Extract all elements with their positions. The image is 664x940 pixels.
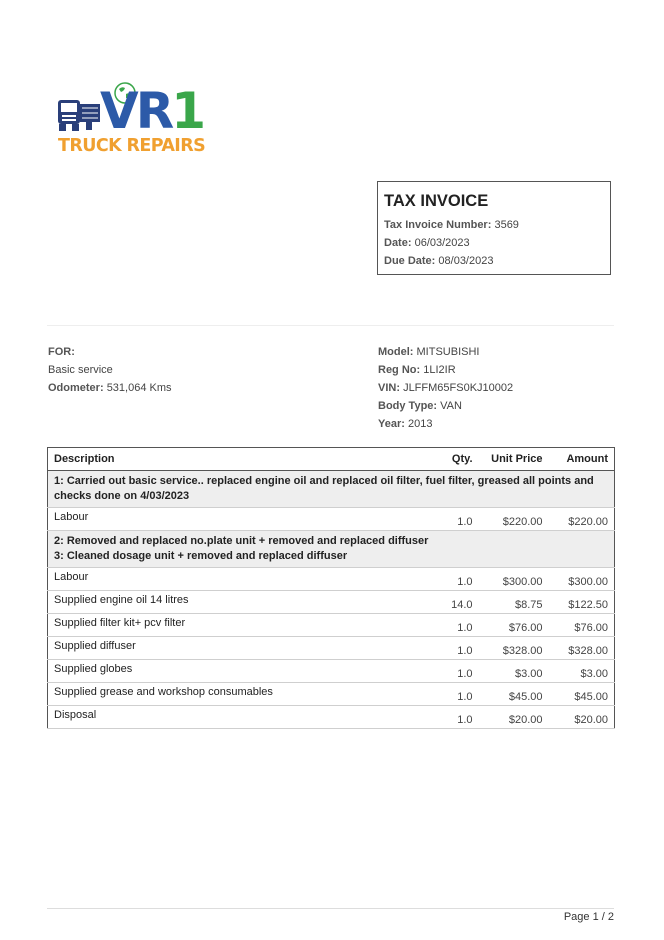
row-unit-price: $8.75 xyxy=(479,591,549,614)
vin-value: JLFFM65FS0KJ10002 xyxy=(403,382,514,394)
row-description: Supplied globes xyxy=(48,660,419,683)
invoice-date-row xyxy=(384,237,610,249)
row-qty: 1.0 xyxy=(419,614,479,637)
row-qty: 14.0 xyxy=(419,591,479,614)
model-label: Model: xyxy=(378,346,414,358)
invoice-date-label: Date: xyxy=(384,237,412,249)
group-row xyxy=(48,531,615,568)
row-unit-price: $20.00 xyxy=(479,706,549,729)
for-heading: FOR: xyxy=(48,346,75,358)
row-unit-price: $220.00 xyxy=(479,508,549,531)
truck-icon xyxy=(56,96,102,134)
due-date-label: Due Date: xyxy=(384,255,436,267)
reg-row xyxy=(378,364,513,376)
invoice-number-row xyxy=(384,219,610,231)
row-unit-price: $328.00 xyxy=(479,637,549,660)
body-type-value: VAN xyxy=(440,400,462,412)
odometer-value: 531,064 Kms xyxy=(106,382,172,394)
body-type-label: Body Type: xyxy=(378,400,438,412)
invoice-date-value: 06/03/2023 xyxy=(414,237,470,249)
odometer-label: Odometer: xyxy=(48,382,104,394)
row-unit-price: $3.00 xyxy=(479,660,549,683)
odometer-row xyxy=(48,382,172,394)
row-qty: 1.0 xyxy=(419,637,479,660)
header-qty: Qty. xyxy=(419,448,479,471)
model-value: MITSUBISHI xyxy=(416,346,480,358)
row-amount: $122.50 xyxy=(549,591,615,614)
group-description xyxy=(48,471,615,508)
invoice-number-value: 3569 xyxy=(494,219,519,231)
header-amount: Amount xyxy=(549,448,615,471)
logo-wordmark xyxy=(100,82,204,140)
group-line: 1: Carried out basic service.. replaced engine oil and replaced oil filter, fuel filter, greased all points and checks done on 4/03/2023 xyxy=(54,475,594,502)
page-number: Page 1 / 2 xyxy=(563,911,614,923)
table-row xyxy=(48,568,615,591)
group-line: 2: Removed and replaced no.plate unit + removed and replaced diffuser xyxy=(54,535,429,547)
invoice-number-label: Tax Invoice Number: xyxy=(384,219,492,231)
row-description: Labour xyxy=(48,568,419,591)
row-qty: 1.0 xyxy=(419,568,479,591)
table-row xyxy=(48,614,615,637)
logo-subtitle: TRUCK REPAIRS xyxy=(58,136,206,156)
row-description: Supplied filter kit+ pcv filter xyxy=(48,614,419,637)
row-description: Supplied engine oil 14 litres xyxy=(48,591,419,614)
row-qty: 1.0 xyxy=(419,660,479,683)
invoice-title: TAX INVOICE xyxy=(384,192,489,210)
table-row xyxy=(48,660,615,683)
service-description: Basic service xyxy=(48,364,113,376)
row-unit-price: $45.00 xyxy=(479,683,549,706)
row-description: Supplied grease and workshop consumables xyxy=(48,683,419,706)
due-date-row xyxy=(384,255,610,267)
vin-row xyxy=(378,382,513,394)
logo-digit-1: 1 xyxy=(171,82,204,140)
tax-invoice-box xyxy=(377,181,611,275)
table-row xyxy=(48,706,615,729)
header-unit-price: Unit Price xyxy=(479,448,549,471)
group-line: 3: Cleaned dosage unit + removed and replaced diffuser xyxy=(54,550,348,562)
row-amount: $220.00 xyxy=(549,508,615,531)
logo-letter-v: V xyxy=(100,82,136,140)
row-amount: $3.00 xyxy=(549,660,615,683)
row-qty: 1.0 xyxy=(419,683,479,706)
body-type-row xyxy=(378,400,513,412)
table-row xyxy=(48,637,615,660)
group-row xyxy=(48,471,615,508)
group-description xyxy=(48,531,615,568)
row-amount: $20.00 xyxy=(549,706,615,729)
logo-letter-r: R xyxy=(135,82,172,140)
header-description: Description xyxy=(48,448,419,471)
vin-label: VIN: xyxy=(378,382,400,394)
table-row xyxy=(48,591,615,614)
due-date-value: 08/03/2023 xyxy=(438,255,494,267)
table-row xyxy=(48,683,615,706)
footer-divider xyxy=(47,908,614,909)
table-row xyxy=(48,508,615,531)
row-description: Disposal xyxy=(48,706,419,729)
line-items-table xyxy=(47,447,615,729)
row-qty: 1.0 xyxy=(419,706,479,729)
reg-label: Reg No: xyxy=(378,364,421,376)
row-amount: $300.00 xyxy=(549,568,615,591)
year-value: 2013 xyxy=(407,418,433,430)
for-section xyxy=(48,346,172,400)
reg-value: 1LI2IR xyxy=(423,364,456,376)
row-amount: $76.00 xyxy=(549,614,615,637)
section-divider xyxy=(47,325,614,326)
row-amount: $328.00 xyxy=(549,637,615,660)
table-header-row xyxy=(48,448,615,471)
row-description: Supplied diffuser xyxy=(48,637,419,660)
model-row xyxy=(378,346,513,358)
vehicle-details xyxy=(378,346,513,436)
row-description: Labour xyxy=(48,508,419,531)
row-unit-price: $76.00 xyxy=(479,614,549,637)
row-unit-price: $300.00 xyxy=(479,568,549,591)
company-logo xyxy=(56,82,216,162)
row-qty: 1.0 xyxy=(419,508,479,531)
row-amount: $45.00 xyxy=(549,683,615,706)
year-label: Year: xyxy=(378,418,405,430)
year-row xyxy=(378,418,513,430)
